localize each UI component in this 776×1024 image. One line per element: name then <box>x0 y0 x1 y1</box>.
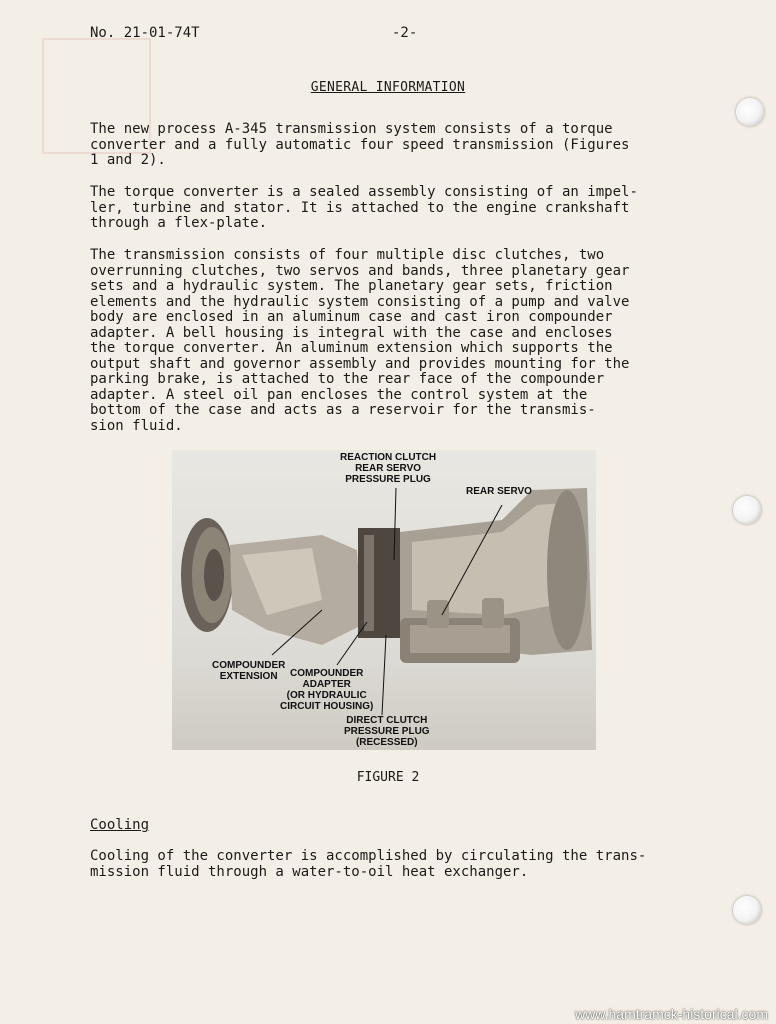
paragraph-1: The new process A-345 transmission system consists of a torque converter and a fully automatic four speed transmission (Figures 1 and 2). <box>90 121 630 168</box>
paragraph-3: The transmission consists of four multiple disc clutches, two overrunning clutches, two servos and bands, three planetary gear sets and a hydraulic system. The planetary gear sets, friction elements and the hydraulic system consisting of a pump and valve body are enclosed in an aluminum case and cast iron compounder adapter. A bell housing is integral with the case and encloses the torque converter. An aluminum extension which supports the output shaft and governor assembly and provides mounting for the parking brake, is attached to the rear face of the compounder adapter. A steel oil pan encloses the control system at the bottom of the case and acts as a reservoir for the transmis- sion fluid. <box>90 247 630 434</box>
label-reaction-clutch: REACTION CLUTCH REAR SERVO PRESSURE PLUG <box>340 452 437 485</box>
label-compounder-adapter: COMPOUNDER ADAPTER (OR HYDRAULIC CIRCUIT HOUSING) <box>280 668 374 712</box>
punch-hole-bottom <box>733 896 761 924</box>
cooling-paragraph: Cooling of the converter is accomplished by circulating the trans- mission fluid through a water-to-oil heat exchanger. <box>90 848 647 880</box>
page-number: -2- <box>392 25 418 41</box>
paragraph-2: The torque converter is a sealed assembly consisting of an impel- ler, turbine and stator. It is attached to the engine crankshaft through a flex-plate. <box>90 184 638 231</box>
label-direct-clutch: DIRECT CLUTCH PRESSURE PLUG (RECESSED) <box>344 715 430 748</box>
transmission-illustration <box>172 450 596 750</box>
cooling-heading: Cooling <box>90 817 150 833</box>
label-compounder-extension: COMPOUNDER EXTENSION <box>212 660 286 682</box>
document-number: No. 21-01-74T <box>90 25 200 41</box>
source-watermark: www.hamtramck-historical.com <box>575 1006 768 1022</box>
figure-caption: FIGURE 2 <box>356 770 420 785</box>
punch-hole-top <box>736 98 764 126</box>
transmission-photo <box>172 450 596 750</box>
punch-hole-middle <box>733 496 761 524</box>
section-title: GENERAL INFORMATION <box>310 80 466 95</box>
label-rear-servo: REAR SERVO <box>466 486 532 497</box>
